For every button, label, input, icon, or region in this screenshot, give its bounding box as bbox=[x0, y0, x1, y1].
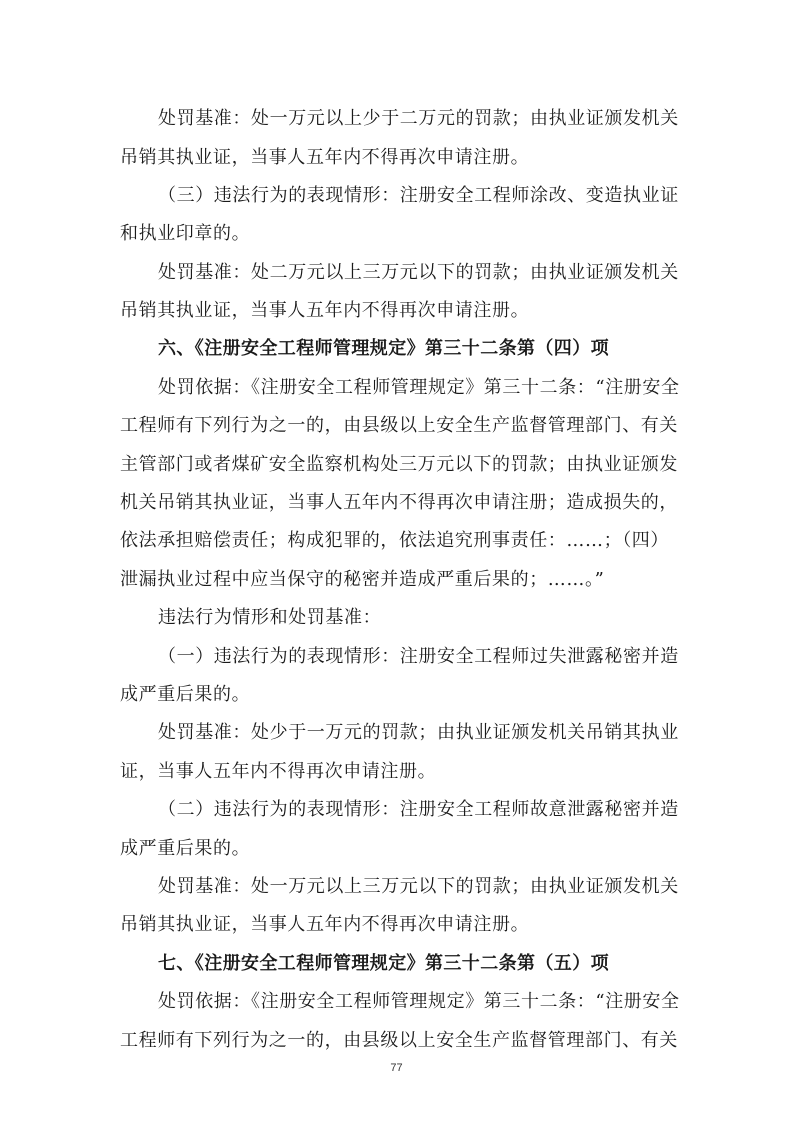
paragraph-line: 处罚基准：处一万元以上三万元以下的罚款；由执业证颁发机关 bbox=[158, 876, 679, 897]
paragraph-line: 主管部门或者煤矿安全监察机构处三万元以下的罚款；由执业证颁发 bbox=[120, 454, 678, 475]
section-heading: 六、《注册安全工程师管理规定》第三十二条第（四）项 bbox=[158, 338, 609, 359]
paragraph-line: 和执业印章的。 bbox=[120, 223, 251, 244]
paragraph-line: 处罚基准：处少于一万元的罚款；由执业证颁发机关吊销其执业 bbox=[158, 722, 679, 743]
paragraph-line: 吊销其执业证，当事人五年内不得再次申请注册。 bbox=[120, 914, 530, 935]
paragraph-line: 工程师有下列行为之一的，由县级以上安全生产监督管理部门、有关 bbox=[120, 1030, 678, 1051]
paragraph-line: 成严重后果的。 bbox=[120, 838, 251, 859]
paragraph-line: 处罚基准：处一万元以上少于二万元的罚款；由执业证颁发机关 bbox=[158, 108, 679, 129]
section-heading: 七、《注册安全工程师管理规定》第三十二条第（五）项 bbox=[158, 953, 609, 974]
paragraph-line: （一）违法行为的表现情形：注册安全工程师过失泄露秘密并造 bbox=[158, 646, 679, 667]
paragraph-line: （三）违法行为的表现情形：注册安全工程师涂改、变造执业证 bbox=[158, 185, 679, 206]
paragraph-line: 处罚依据：《注册安全工程师管理规定》第三十二条：“注册安全 bbox=[158, 991, 680, 1012]
paragraph-line: 处罚基准：处二万元以上三万元以下的罚款；由执业证颁发机关 bbox=[158, 262, 679, 283]
paragraph-line: 违法行为情形和处罚基准： bbox=[158, 607, 382, 628]
paragraph-line: 吊销其执业证，当事人五年内不得再次申请注册。 bbox=[120, 300, 530, 321]
paragraph-line: 处罚依据：《注册安全工程师管理规定》第三十二条：“注册安全 bbox=[158, 377, 680, 398]
paragraph-line: 泄漏执业过程中应当保守的秘密并造成严重后果的；……。” bbox=[120, 569, 605, 590]
paragraph-line: 机关吊销其执业证，当事人五年内不得再次申请注册；造成损失的， bbox=[120, 492, 678, 513]
paragraph-line: 成严重后果的。 bbox=[120, 684, 251, 705]
paragraph-line: 证，当事人五年内不得再次申请注册。 bbox=[120, 761, 437, 782]
paragraph-line: 吊销其执业证，当事人五年内不得再次申请注册。 bbox=[120, 147, 530, 168]
paragraph-line: （二）违法行为的表现情形：注册安全工程师故意泄露秘密并造 bbox=[158, 799, 679, 820]
paragraph-line: 依法承担赔偿责任；构成犯罪的，依法追究刑事责任：……；（四） bbox=[120, 530, 669, 551]
page-number: 77 bbox=[390, 1062, 403, 1074]
paragraph-line: 工程师有下列行为之一的，由县级以上安全生产监督管理部门、有关 bbox=[120, 415, 678, 436]
